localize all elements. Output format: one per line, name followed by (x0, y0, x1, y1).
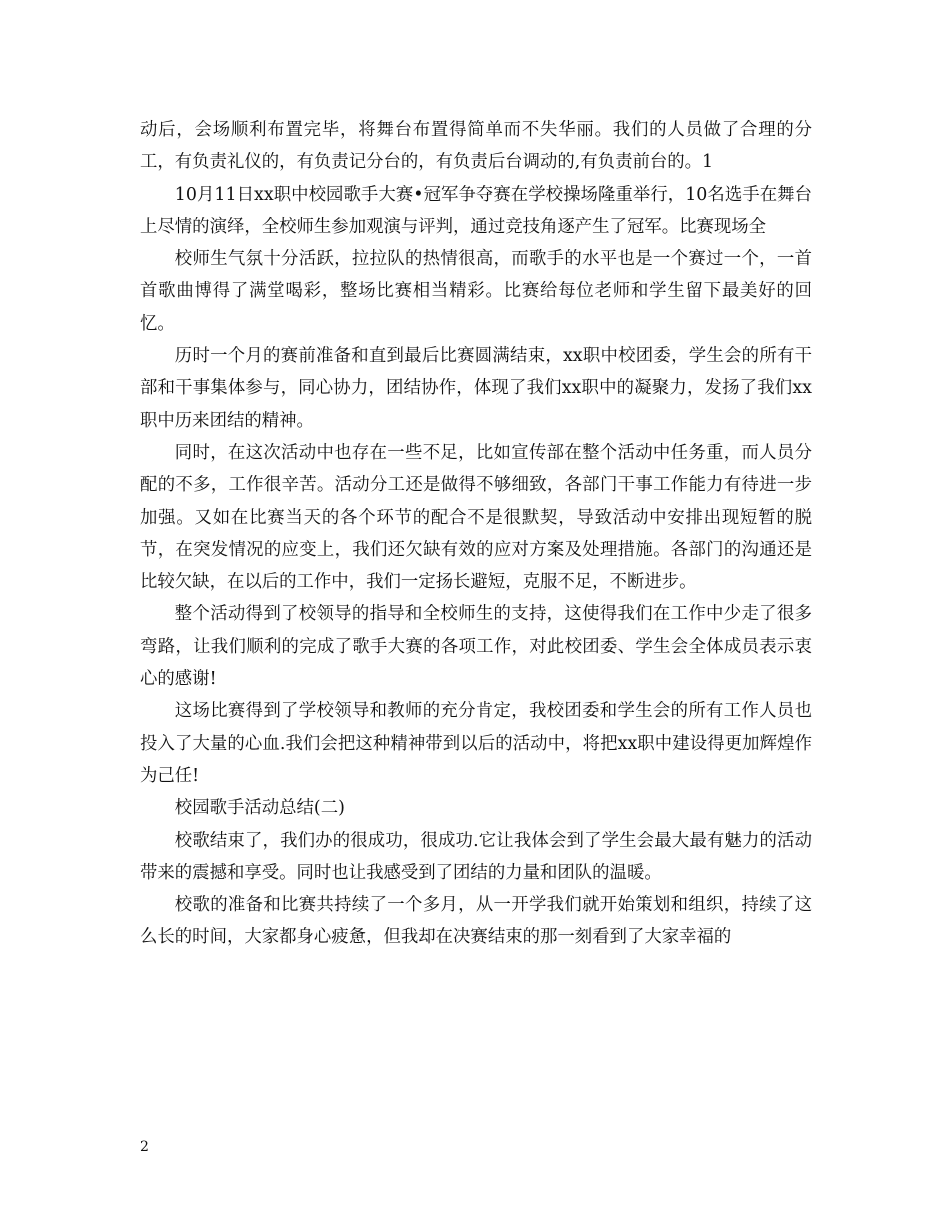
paragraph-6: 整个活动得到了校领导的指导和全校师生的支持，这使得我们在工作中少走了很多弯路，让我们顺利的完成了歌手大赛的各项工作，对此校团委、学生会全体成员表示衷心的感谢! (140, 604, 812, 690)
document-body (140, 114, 812, 954)
paragraph-1: 动后，会场顺利布置完毕，将舞台布置得简单而不失华丽。我们的人员做了合理的分工，有负责礼仪的，有负责记分台的，有负责后台调动的,有负责前台的。1 (140, 120, 812, 173)
paragraph-5: 同时，在这次活动中也存在一些不足，比如宣传部在整个活动中任务重，而人员分配的不多，工作很辛苦。活动分工还是做得不够细致，各部门干事工作能力有待进一步加强。又如在比赛当天的各个环节的配合不是很默契，导致活动中安排出现短暂的脱节，在突发情况的应变上，我们还欠缺有效的应对方案及处理措施。各部门的沟通还是比较欠缺，在以后的工作中，我们一定扬长避短，克服不足，不断进步。 (140, 442, 812, 593)
paragraph-4: 历时一个月的赛前准备和直到最后比赛圆满结束，xx职中校团委，学生会的所有干部和干事集体参与，同心协力，团结协作，体现了我们xx职中的凝聚力，发扬了我们xx职中历来团结的精神。 (140, 346, 812, 431)
paragraph-9: 校歌结束了，我们办的很成功，很成功.它让我体会到了学生会最大最有魅力的活动带来的震撼和享受。同时也让我感受到了团结的力量和团队的温暖。 (140, 830, 812, 883)
paragraph-10: 校歌的准备和比赛共持续了一个多月，从一开学我们就开始策划和组织，持续了这么长的时间，大家都身心疲惫，但我却在决赛结束的那一刻看到了大家幸福的 (140, 895, 812, 948)
section-heading: 校园歌手活动总结(二) (174, 798, 345, 819)
paragraph-2: 10月11日xx职中校园歌手大赛•冠军争夺赛在学校操场隆重举行，10名选手在舞台上尽情的演绎，全校师生参加观演与评判，通过竞技角逐产生了冠军。比赛现场全 (140, 184, 812, 237)
page-number: 2 (140, 1139, 149, 1155)
paragraph-7: 这场比赛得到了学校领导和教师的充分肯定，我校团委和学生会的所有工作人员也投入了大量的心血.我们会把这种精神带到以后的活动中，将把xx职中建设得更加辉煌作为己任! (140, 701, 812, 786)
paragraph-3: 校师生气氛十分活跃，拉拉队的热情很高，而歌手的水平也是一个赛过一个，一首首歌曲博得了满堂喝彩，整场比赛相当精彩。比赛给每位老师和学生留下最美好的回忆。 (140, 249, 812, 334)
